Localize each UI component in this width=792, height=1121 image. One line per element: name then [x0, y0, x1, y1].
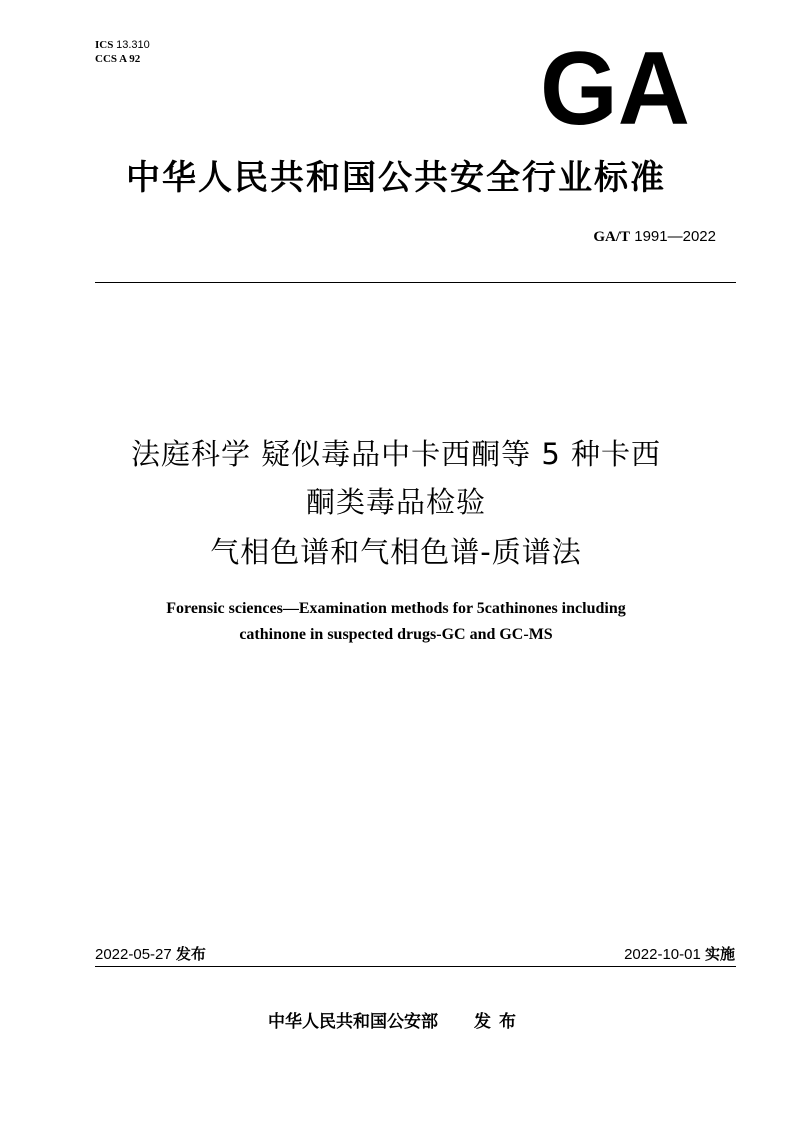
ccs-code — [95, 52, 150, 66]
issue-date — [95, 943, 206, 964]
title-cn-line-1: 法庭科学 疑似毒品中卡西酮等 5 种卡西 — [130, 437, 662, 471]
ics-label: ICS — [95, 39, 114, 51]
standard-number-value: 1991—2022 — [634, 228, 716, 245]
ga-logo-text: GA — [540, 46, 690, 126]
issue-date-word: 发布 — [175, 945, 206, 963]
title-en-line-2: cathinone in suspected drugs-GC and GC-MS — [239, 626, 553, 643]
issuer-action: 发布 — [474, 1012, 524, 1032]
ccs-value: A 92 — [119, 53, 141, 65]
title-en-line-1: Forensic sciences—Examination methods for 5cathinones including — [166, 600, 626, 617]
standard-number — [593, 228, 716, 246]
title-cn-line-3: 气相色谱和气相色谱-质谱法 — [210, 535, 582, 569]
standard-category-title: 中华人民共和国公共安全行业标准 — [126, 158, 666, 198]
ga-logo — [539, 46, 691, 126]
classification-codes — [95, 38, 150, 66]
issuer-line — [0, 1007, 792, 1032]
effective-date-value: 2022-10-01 — [624, 946, 701, 963]
ccs-label: CCS — [95, 53, 118, 65]
effective-date — [624, 943, 735, 964]
title-cn-line-2: 酮类毒品检验 — [305, 485, 486, 519]
effective-date-word: 实施 — [704, 945, 735, 963]
top-divider — [95, 282, 736, 283]
issuer-name: 中华人民共和国公安部 — [268, 1012, 438, 1032]
standard-number-prefix: GA/T — [593, 229, 631, 245]
ics-value: 13.310 — [116, 39, 150, 51]
ics-code — [95, 38, 150, 52]
bottom-divider — [95, 966, 736, 967]
issue-date-value: 2022-05-27 — [95, 946, 172, 963]
